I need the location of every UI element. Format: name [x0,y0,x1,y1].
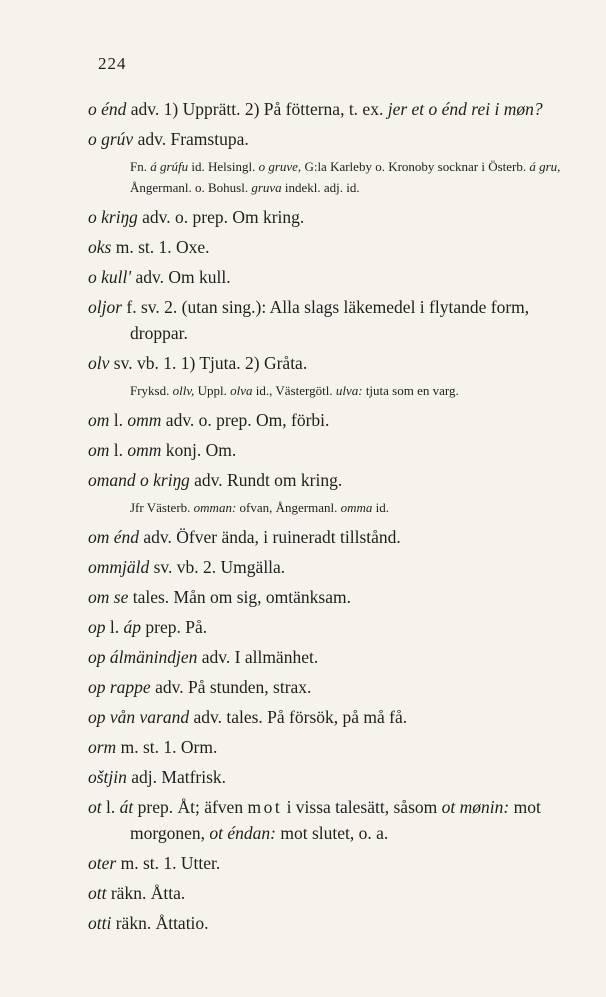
headword: ommjäld [88,557,150,577]
entry-o-kull [88,264,572,290]
note-form: olva [230,383,253,398]
definition: adv. tales. På försök, på må få. [189,707,408,727]
headword: o grúv [88,129,134,149]
note-text: Ångermanl. o. Bohusl. [130,180,252,195]
definition: räkn. Åttatio. [111,913,209,933]
definition: i vissa talesätt, såsom [282,797,442,817]
definition: adv. Öfver ända, i ruineradt tillstånd. [139,527,401,547]
definition: adv. o. prep. Om, förbi. [161,410,330,430]
note-text: Fryksd. [130,383,173,398]
definition: prep. På. [141,617,208,637]
etymology-note [88,497,572,518]
page-number: 224 [98,54,127,73]
definition: adv. På stunden, strax. [150,677,312,697]
note-form: o gruve, [258,159,302,174]
etymology-note [88,380,572,401]
definition: l. [105,617,124,637]
definition: räkn. Åtta. [106,883,186,903]
definition: m. st. 1. Oxe. [111,237,210,257]
definition: sv. vb. 1. 1) Tjuta. 2) Gråta. [109,353,308,373]
note-text: indekl. adj. id. [281,180,360,195]
headword: omand o kriŋg [88,470,190,490]
note-form: ulva: [335,383,363,398]
note-text: G:la Karleby o. Kronoby socknar i Österb. [301,159,530,174]
example: ot éndan: [209,823,276,843]
headword: o kull' [88,267,132,287]
definition: adv. o. prep. Om kring. [137,207,305,227]
definition: l. [109,440,128,460]
headword: op álmänindjen [88,647,198,667]
note-form: á gru, [529,159,561,174]
definition: m. st. 1. Utter. [116,853,221,873]
definition: m. st. 1. Orm. [116,737,218,757]
entry-om-konj [88,437,572,463]
definition: adv. 1) Upprätt. 2) På fötterna, t. ex. [126,99,388,119]
definition: adv. I allmänhet. [197,647,319,667]
example: ot mønin: [441,797,510,817]
note-text: Fn. [130,159,151,174]
entry-o-end [88,96,572,122]
dictionary-entries [88,96,572,940]
definition: sv. vb. 2. Umgälla. [149,557,286,577]
note-form: omman: [193,500,237,515]
headword: o énd [88,99,127,119]
note-text: tjuta som en varg. [362,383,459,398]
headword: o kriŋg [88,207,138,227]
definition: adv. Framstupa. [133,129,249,149]
headword: op [88,617,106,637]
entry-op-rappe [88,674,572,700]
entry-ott [88,880,572,906]
entry-ommjald [88,554,572,580]
headword: otti [88,913,112,933]
note-form: gruva [251,180,282,195]
definition: f. sv. 2. (utan sing.): Alla slags läkemedel i flytande form, droppar. [122,297,530,343]
entry-olv [88,350,572,376]
headword: orm [88,737,117,757]
entry-op-van-varand [88,704,572,730]
entry-otti [88,910,572,936]
headword: oter [88,853,117,873]
headword: ot [88,797,102,817]
entry-o-gruv [88,126,572,152]
definition: l. [109,410,128,430]
note-text: Uppl. [194,383,231,398]
headword: olv [88,353,110,373]
entry-om-adv [88,407,572,433]
headword: ott [88,883,107,903]
note-text: ofvan, Ångermanl. [236,500,341,515]
headword-variant: át [119,797,134,817]
headword-variant: áp [123,617,141,637]
entry-ostjin [88,764,572,790]
note-text: id. [372,500,390,515]
example: jer et o énd rei i møn? [387,99,543,119]
headword: om [88,440,110,460]
headword: oljor [88,297,123,317]
definition: konj. Om. [161,440,237,460]
entry-oks [88,234,572,260]
entry-oljor [88,294,572,346]
entry-ot [88,794,572,846]
note-text: Jfr Västerb. [130,500,194,515]
entry-op [88,614,572,640]
definition: mot morgonen, [130,797,541,843]
definition: prep. Åt; äfven [133,797,248,817]
definition: l. [101,797,120,817]
entry-om-end [88,524,572,550]
headword: op vån varand [88,707,190,727]
note-form: á grúfu [150,159,189,174]
spaced-word: mot [247,797,283,817]
definition: mot slutet, o. a. [276,823,389,843]
entry-o-kring [88,204,572,230]
entry-om-se [88,584,572,610]
headword: om énd [88,527,140,547]
headword: oštjin [88,767,127,787]
headword: om [88,410,110,430]
headword: oks [88,237,112,257]
entry-op-almanindjen [88,644,572,670]
definition: tales. Mån om sig, omtänksam. [128,587,351,607]
entry-oter [88,850,572,876]
note-text: id. Helsingl. [188,159,259,174]
etymology-note [88,156,572,198]
note-form: ollv, [172,383,195,398]
entry-orm [88,734,572,760]
headword: op rappe [88,677,151,697]
note-form: omma [340,500,373,515]
headword-variant: omm [127,440,162,460]
headword: om se [88,587,129,607]
headword-variant: omm [127,410,162,430]
note-text: id., Västergötl. [252,383,336,398]
definition: adv. Rundt om kring. [189,470,343,490]
definition: adj. Matfrisk. [126,767,227,787]
entry-omand-o-kring [88,467,572,493]
definition: adv. Om kull. [131,267,231,287]
